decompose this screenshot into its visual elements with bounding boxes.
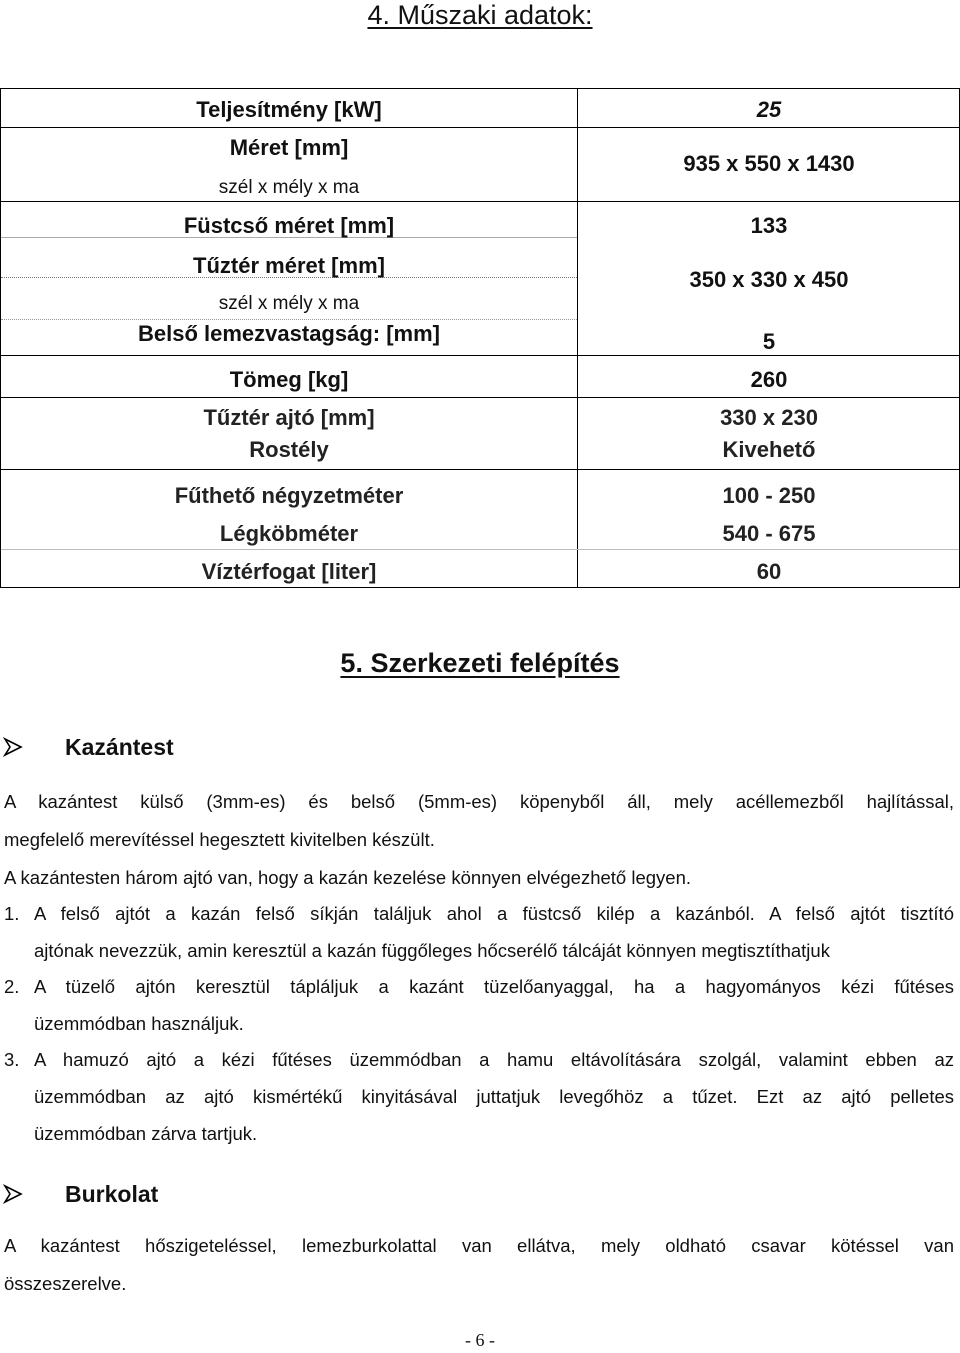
row-divider xyxy=(1,355,959,356)
list-item-line: A hamuzó ajtó a kézi fűtéses üzemmódban a hamu eltávolítására szolgál, valamint ebben az xyxy=(34,1049,954,1070)
list-item-number: 2. xyxy=(4,976,20,997)
paragraph-line: A kazántesten három ajtó van, hogy a kazán kezelése könnyen elvégezhető legyen. xyxy=(4,867,692,888)
spec-value-grate: Kivehető xyxy=(722,437,816,462)
spec-label-plate: Belső lemezvastagság: [mm] xyxy=(138,321,440,346)
spec-label-area: Fűthető négyzetméter xyxy=(174,483,404,508)
paragraph-line: megfelelő merevítéssel hegesztett kivitelben készült. xyxy=(4,829,435,850)
spec-value-area: 100 - 250 xyxy=(722,483,816,508)
list-item-line: üzemmódban használjuk. xyxy=(34,1013,244,1034)
arrow-bullet-icon xyxy=(2,736,24,758)
section-title-5 xyxy=(0,648,960,679)
list-item-number: 1. xyxy=(4,903,20,924)
row-divider xyxy=(1,397,959,398)
list-item-line: ajtónak nevezzük, amin keresztül a kazán függőleges hőcserélő tálcáját könnyen megtisztíthatjuk xyxy=(34,940,830,961)
section-title-4 xyxy=(0,0,960,31)
spec-sublabel-firebox: szél x mély x ma xyxy=(218,293,360,314)
subsection-heading: Burkolat xyxy=(65,1181,159,1207)
spec-label-power: Teljesítmény [kW] xyxy=(196,97,382,122)
spec-table xyxy=(0,88,960,588)
spec-sublabel-size: szél x mély x ma xyxy=(218,177,360,198)
subsection-heading: Kazántest xyxy=(65,734,174,760)
spec-label-flue: Füstcső méret [mm] xyxy=(183,213,395,238)
spec-label-grate: Rostély xyxy=(249,437,329,462)
paragraph-line: A kazántest külső (3mm-es) és belső (5mm-es) köpenyből áll, mely acéllemezből hajlítással, xyxy=(4,791,954,812)
spec-label-weight: Tömeg [kg] xyxy=(229,367,349,392)
paragraph-kazantest xyxy=(4,783,954,897)
spec-value-plate: 5 xyxy=(762,329,776,354)
spec-value-weight: 260 xyxy=(750,367,788,392)
row-divider xyxy=(1,201,959,202)
spec-label-size: Méret [mm] xyxy=(229,135,349,160)
row-divider xyxy=(1,127,959,128)
list-item-line: A tüzelő ajtón keresztül tápláljuk a kazánt tüzelőanyaggal, ha a hagyományos kézi fűtéses xyxy=(34,976,954,997)
list-item-line: A felső ajtót a kazán felső síkján találjuk ahol a füstcső kilép a kazánból. A felső ajtót tisztító xyxy=(34,903,954,924)
spec-label-firebox: Tűztér méret [mm] xyxy=(193,253,385,278)
paragraph-burkolat xyxy=(4,1227,954,1303)
paragraph-line: összeszerelve. xyxy=(4,1273,127,1294)
section-title-4-text: 4. Műszaki adatok: xyxy=(367,0,593,30)
spec-label-door: Tűztér ajtó [mm] xyxy=(203,405,375,430)
row-divider-dotted xyxy=(1,319,577,320)
spec-label-volume: Légköbméter xyxy=(219,521,359,546)
list-item-line: üzemmódban zárva tartjuk. xyxy=(34,1123,258,1144)
arrow-bullet-icon xyxy=(2,1183,24,1205)
spec-value-size: 935 x 550 x 1430 xyxy=(683,151,855,176)
spec-value-flue: 133 xyxy=(750,213,788,238)
list-item-number: 3. xyxy=(4,1049,20,1070)
section-title-5-text: 5. Szerkezeti felépítés xyxy=(340,648,620,678)
column-divider xyxy=(577,89,578,587)
spec-value-door: 330 x 230 xyxy=(720,405,818,430)
page-number: - 6 - xyxy=(465,1330,495,1350)
row-divider xyxy=(1,469,959,470)
spec-label-water: Víztérfogat [liter] xyxy=(201,559,377,584)
spec-value-firebox: 350 x 330 x 450 xyxy=(689,267,849,292)
spec-value-volume: 540 - 675 xyxy=(722,521,816,546)
row-divider-thin xyxy=(1,549,959,550)
paragraph-line: A kazántest hőszigeteléssel, lemezburkolattal van ellátva, mely oldható csavar kötéssel van xyxy=(4,1235,954,1256)
spec-value-water: 60 xyxy=(756,559,782,584)
list-item-line: üzemmódban az ajtó kismértékű kinyitásával juttatjuk levegőhöz a tűzet. Ezt az ajtó pelletes xyxy=(34,1086,954,1107)
spec-value-power: 25 xyxy=(756,97,782,122)
